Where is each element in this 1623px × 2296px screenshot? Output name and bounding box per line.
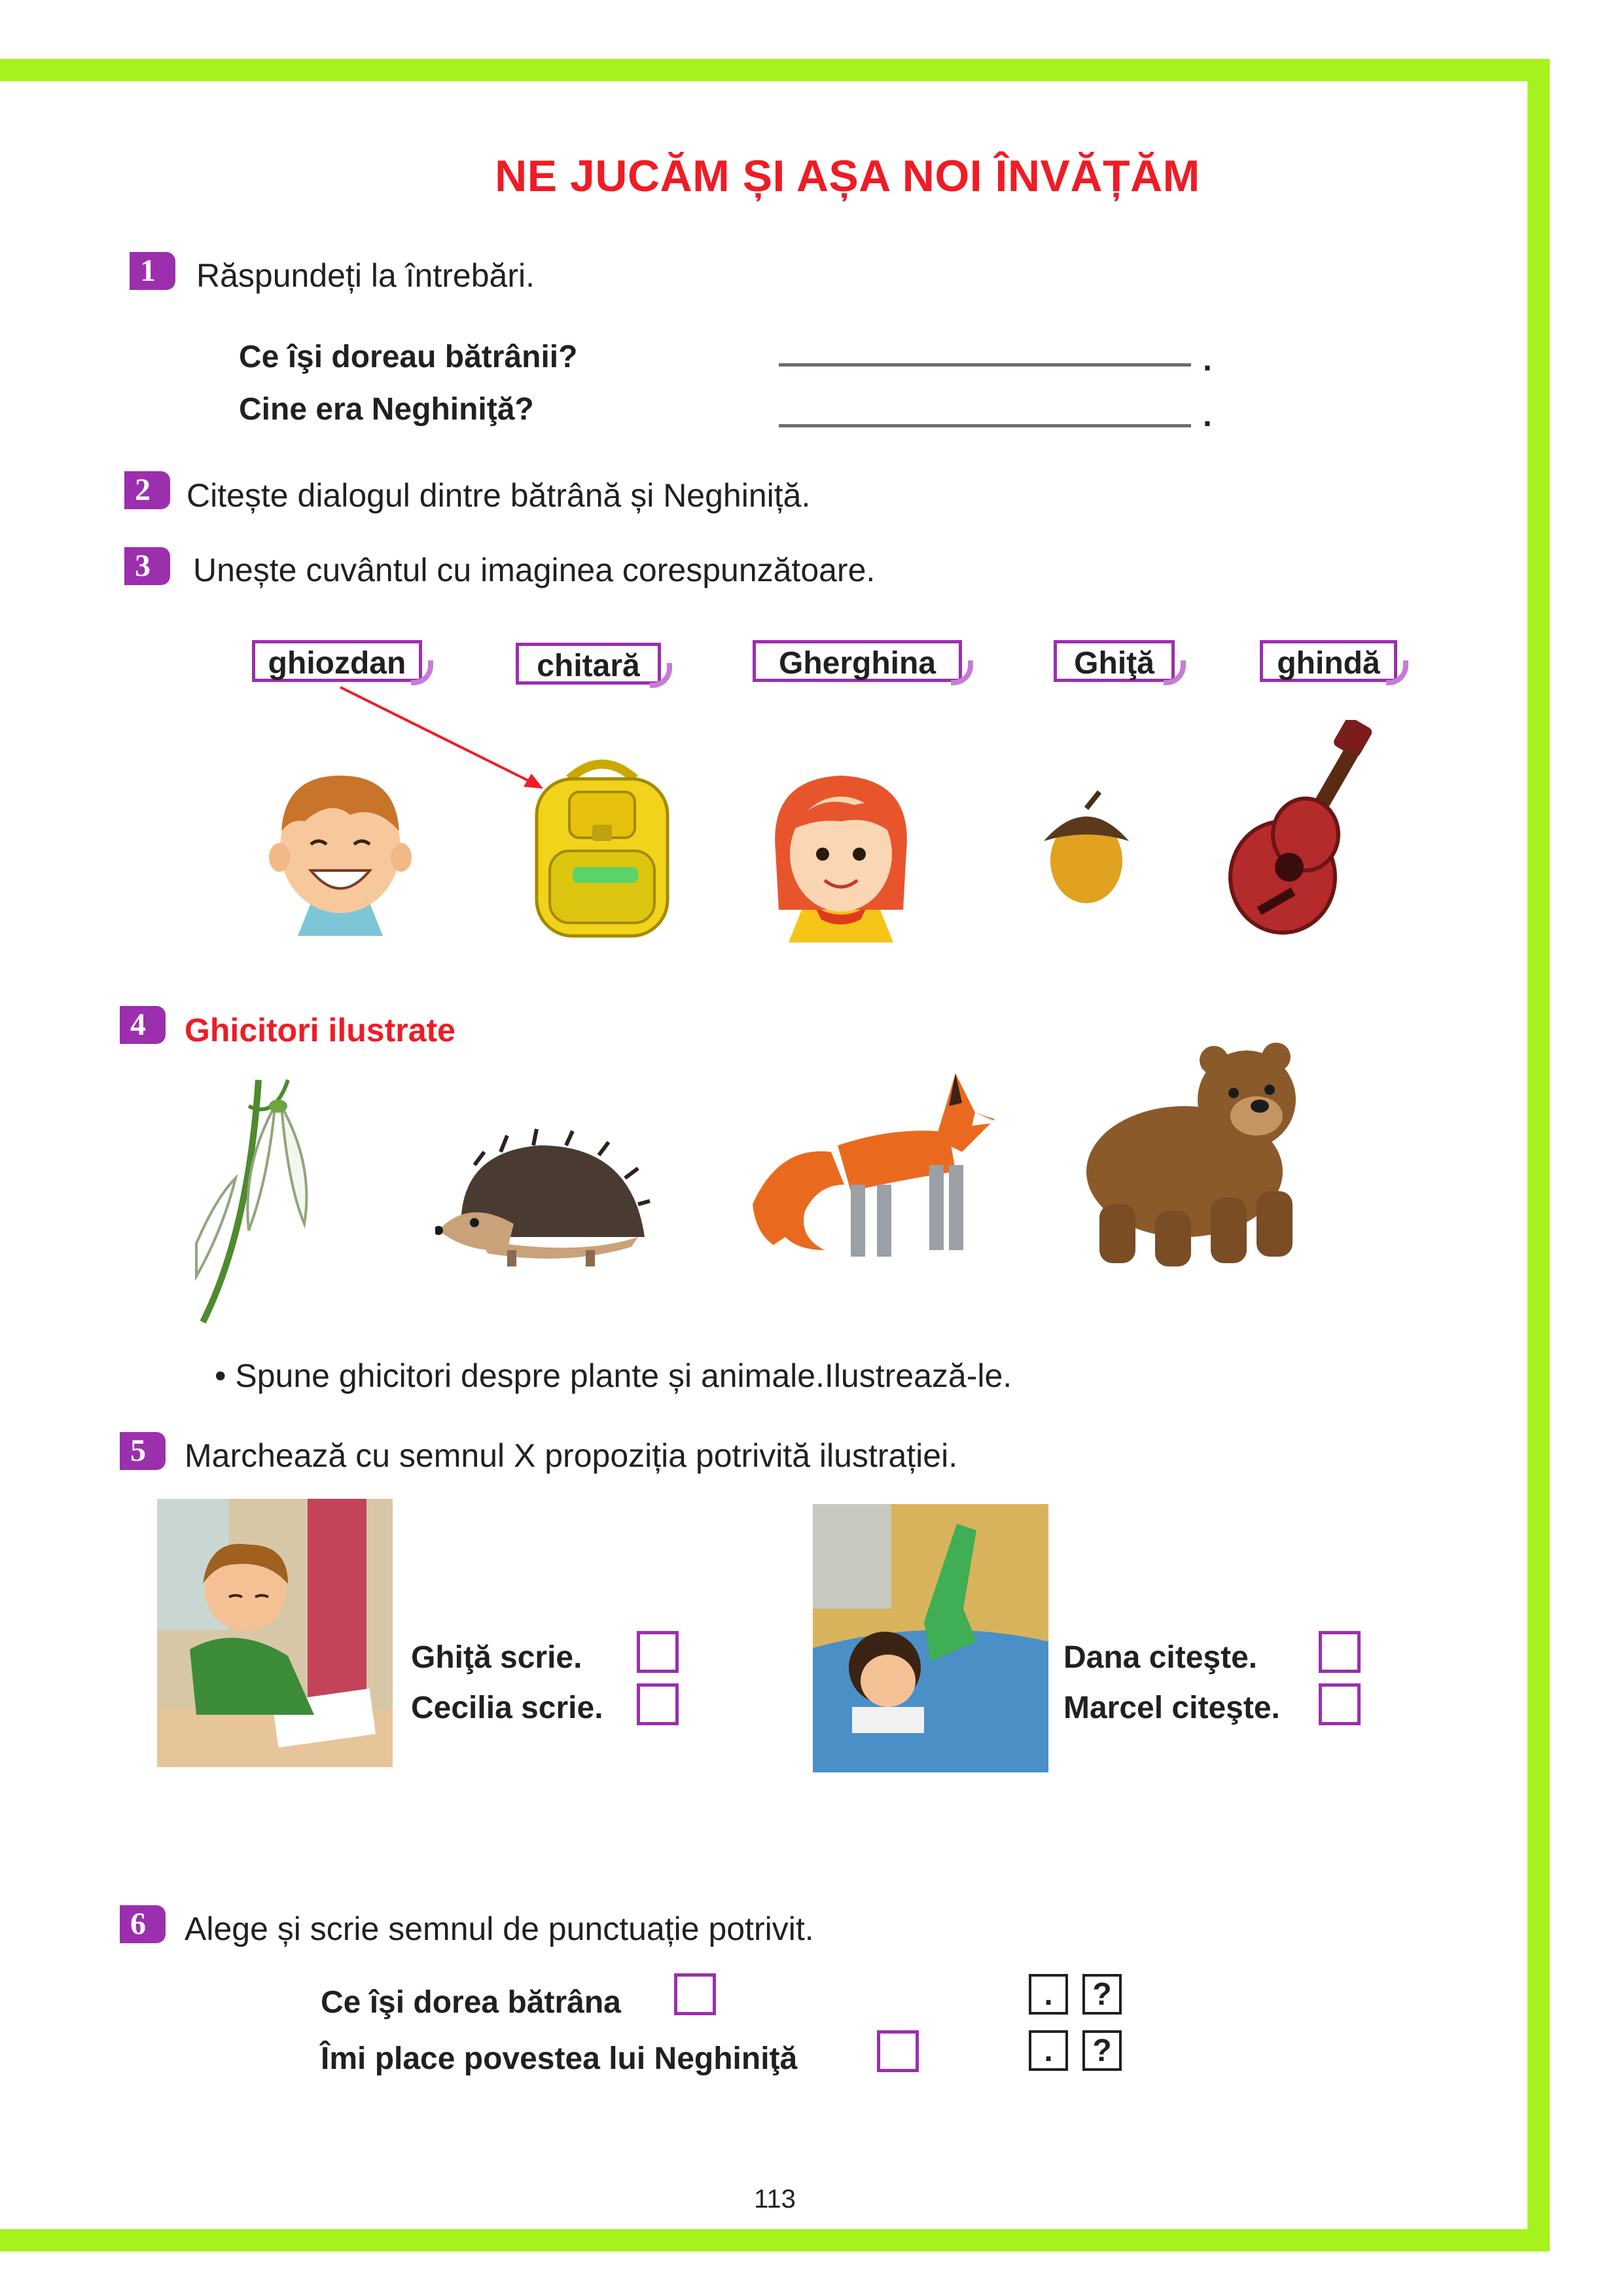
ex5-right-sentence-2: Marcel citeşte. [1063,1691,1280,1725]
question-1: Ce îşi doreau bătrânii? [239,340,578,374]
answer-line-2[interactable] [779,424,1191,427]
ex5-right-checkbox-2[interactable] [1319,1683,1361,1725]
girl-face-icon [762,759,919,942]
fox-icon [740,1054,1001,1270]
exercise-4-bullet: • Spune ghicitori despre plante și animale.Ilustrează-le. [215,1357,1012,1394]
frame-right [1527,59,1550,2251]
word-ghita[interactable]: Ghiţă [1054,640,1175,682]
exercise-6-instruction: Alege și scrie semnul de punctuație potrivit. [185,1910,814,1947]
hedgehog-icon [435,1126,651,1276]
boy-writing-illustration [157,1499,393,1767]
ex6-option-question-2: ? [1082,2030,1122,2071]
frame-top [0,59,1550,81]
end-dot-2: . [1203,397,1212,433]
exercise-number-6: 6 [120,1905,156,1943]
word-ghinda[interactable]: ghindă [1260,640,1397,682]
snowdrop-icon [177,1067,334,1329]
exercise-number-4: 4 [120,1006,156,1044]
ex5-right-checkbox-1[interactable] [1319,1631,1361,1673]
ex6-sentence-2: Îmi place povestea lui Neghiniţă [321,2041,798,2076]
ex5-left-checkbox-2[interactable] [637,1683,679,1725]
exercise-number-3: 3 [124,547,161,585]
exercise-2-instruction: Citește dialogul dintre bătrână și Neghiniță. [187,477,811,514]
exercise-number-5: 5 [120,1432,156,1470]
ex6-sentence-1: Ce îşi dorea bătrâna [321,1985,621,2020]
page-number: 113 [754,2185,796,2214]
exercise-3-instruction: Unește cuvântul cu imaginea corespunzătoare. [193,552,876,588]
girl-reading-illustration [813,1504,1048,1772]
question-2: Cine era Neghiniţă? [239,392,534,427]
ex6-answer-box-2[interactable] [877,2030,919,2072]
ex6-option-question-1: ? [1082,1974,1122,2015]
backpack-icon [524,753,681,942]
word-gherghina[interactable]: Gherghina [753,640,962,682]
word-ghiozdan[interactable]: ghiozdan [252,640,422,682]
boy-face-icon [265,759,416,936]
exercise-5-instruction: Marchează cu semnul X propoziția potrivită ilustrației. [185,1437,958,1474]
exercise-1-instruction: Răspundeți la întrebări. [196,257,535,294]
exercise-4-title: Ghicitori ilustrate [185,1012,455,1049]
exercise-number-1: 1 [130,252,166,290]
bear-icon [1080,1034,1315,1270]
answer-line-1[interactable] [779,363,1191,367]
ex5-left-checkbox-1[interactable] [637,1631,679,1673]
end-dot-1: . [1203,341,1212,378]
ex5-left-sentence-2: Cecilia scrie. [411,1691,603,1725]
ex5-right-sentence-1: Dana citeşte. [1063,1640,1258,1675]
ex5-left-sentence-1: Ghiţă scrie. [411,1640,582,1675]
ex6-option-dot-2: . [1029,2030,1068,2071]
guitar-icon [1221,720,1384,942]
ex6-answer-box-1[interactable] [674,1973,716,2015]
exercise-number-2: 2 [124,471,161,509]
acorn-icon [1034,789,1139,906]
page-title: NE JUCĂM ȘI AȘA NOI ÎNVĂȚĂM [495,151,1200,201]
word-chitara[interactable]: chitară [516,643,661,685]
frame-bottom [0,2229,1550,2251]
ex6-option-dot-1: . [1029,1974,1068,2015]
